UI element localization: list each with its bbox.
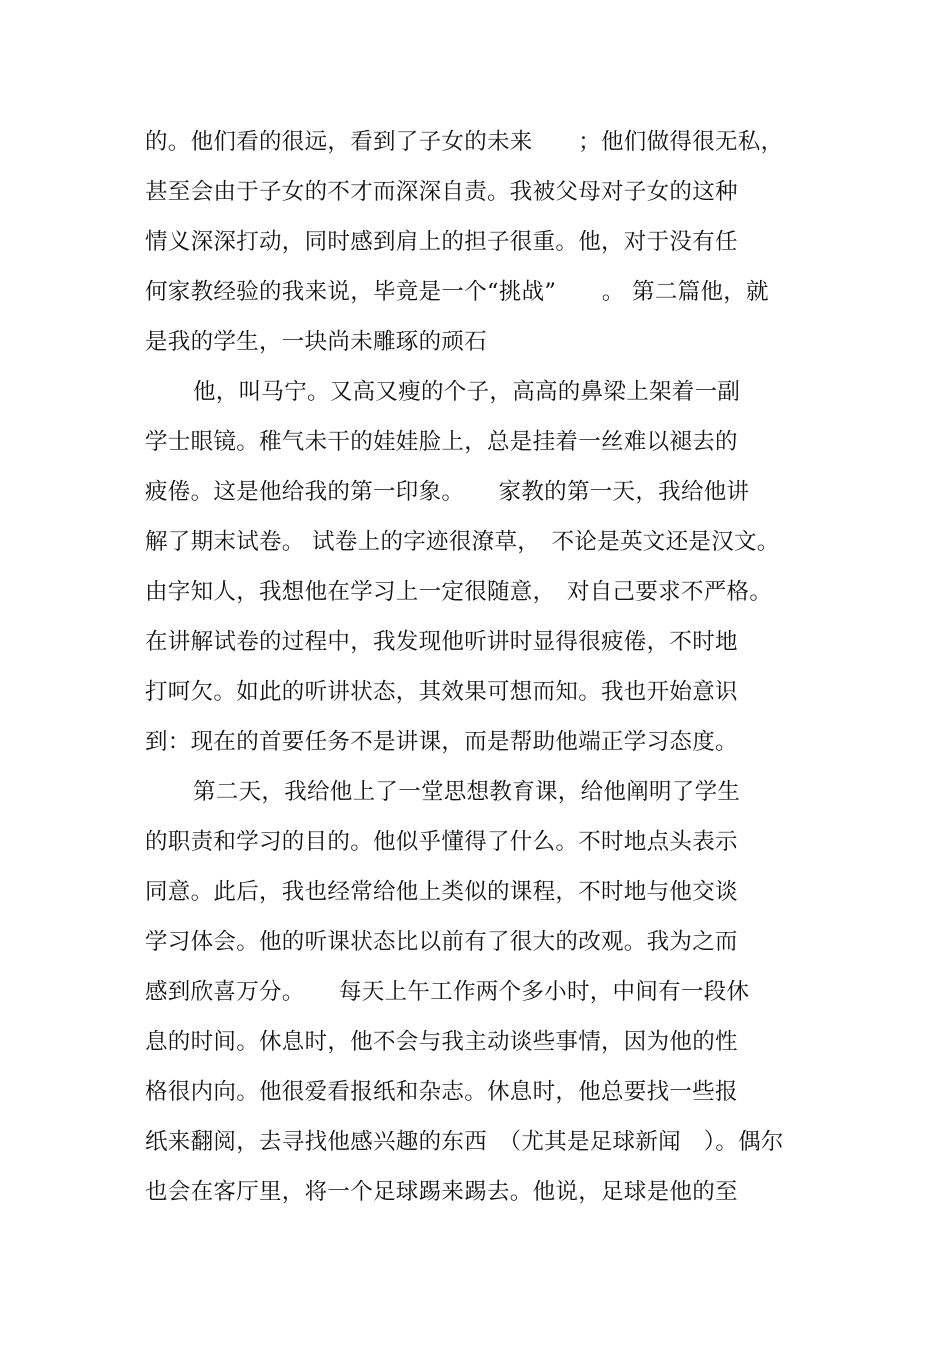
text-line-19: 息的时间。休息时，他不会与我主动谈些事情，因为他的性 <box>145 1029 738 1055</box>
text-line-9: 解了期末试卷。 试卷上的字迹很潦草， 不论是英文还是汉文。 <box>145 529 780 555</box>
text-line-17: 学习体会。他的听课状态比以前有了很大的改观。我为之而 <box>145 929 738 955</box>
text-line-1: 的。他们看的很远，看到了子女的未来 ；他们做得很无私， <box>145 129 784 155</box>
text-line-10: 由字知人，我想他在学习上一定很随意， 对自己要求不严格。 <box>145 579 773 605</box>
text-line-7: 学士眼镜。稚气未干的娃娃脸上，总是挂着一丝难以褪去的 <box>145 429 738 455</box>
text-line-11: 在讲解试卷的过程中，我发现他听讲时显得很疲倦，不时地 <box>145 629 738 655</box>
text-line-12: 打呵欠。如此的听讲状态，其效果可想而知。我也开始意识 <box>145 679 738 705</box>
text-line-22: 也会在客厅里，将一个足球踢来踢去。他说，足球是他的至 <box>145 1179 738 1205</box>
text-line-8: 疲倦。这是他给我的第一印象。 家教的第一天，我给他讲 <box>145 479 750 505</box>
text-line-18: 感到欣喜万分。 每天上午工作两个多小时，中间有一段休 <box>145 979 750 1005</box>
text-line-3: 情义深深打动，同时感到肩上的担子很重。他，对于没有任 <box>145 229 738 255</box>
text-line-2: 甚至会由于子女的不才而深深自责。我被父母对子女的这种 <box>145 179 738 205</box>
text-line-20: 格很内向。他很爱看报纸和杂志。休息时，他总要找一些报 <box>145 1079 738 1105</box>
text-line-5: 是我的学生，一块尚未雕琢的顽石 <box>145 329 488 355</box>
text-line-4: 何家教经验的我来说，毕竟是一个“挑战” 。 第二篇他，就 <box>145 279 769 305</box>
text-line-13: 到：现在的首要任务不是讲课，而是帮助他端正学习态度。 <box>145 729 738 755</box>
text-line-14: 第二天，我给他上了一堂思想教育课，给他阐明了学生 <box>193 779 741 805</box>
text-line-6: 他，叫马宁。又高又瘦的个子，高高的鼻梁上架着一副 <box>193 379 741 405</box>
text-line-15: 的职责和学习的目的。他似乎懂得了什么。不时地点头表示 <box>145 829 738 855</box>
text-line-16: 同意。此后，我也经常给他上类似的课程，不时地与他交谈 <box>145 879 738 905</box>
text-line-21: 纸来翻阅，去寻找他感兴趣的东西 （尤其是足球新闻 ）。偶尔 <box>145 1129 784 1155</box>
